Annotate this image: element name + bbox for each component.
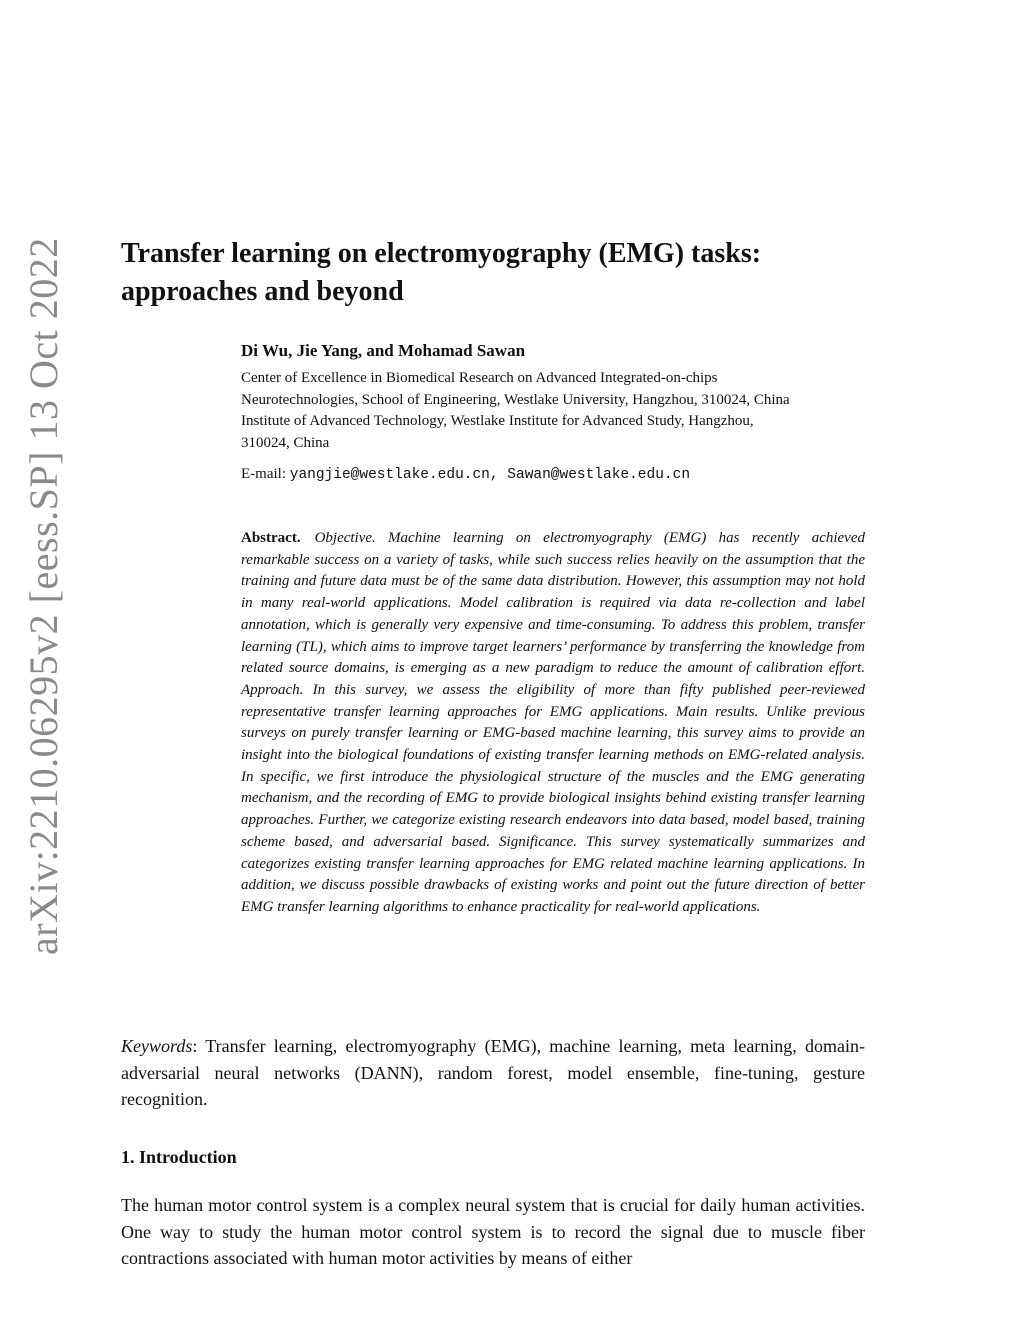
keywords-text: Transfer learning, electromyography (EMG), machine learning, meta learning, domain-adversarial neural networks (DANN), random forest, model ensemble, fine-tuning, gesture recognition. [121, 1036, 865, 1109]
abstract-text: Objective. Machine learning on electromyography (EMG) has recently achieved remarkable success on a variety of tasks, while such success relies heavily on the assumption that the training and future data must be of the same data distribution. However, this assumption may not hold in many real-world applications. Model calibration is required via data re-collection and label annotation, which is generally very expensive and time-consuming. To address this problem, transfer learning (TL), which aims to improve target learners’ performance by transferring the knowledge from related source domains, is emerging as a new paradigm to reduce the amount of calibration effort. Approach. In this survey, we assess the eligibility of more than fifty published peer-reviewed representative transfer learning approaches for EMG applications. Main results. Unlike previous surveys on purely transfer learning or EMG-based machine learning, this survey aims to provide an insight into the biological foundations of existing transfer learning methods on EMG-related analysis. In specific, we first introduce the physiological structure of the muscles and the EMG generating mechanism, and the recording of EMG to provide biological insights behind existing transfer learning approaches. Further, we categorize existing research endeavors into data based, model based, training scheme based, and adversarial based. Significance. This survey systematically summarizes and categorizes existing transfer learning approaches for EMG related machine learning applications. In addition, we discuss possible drawbacks of existing works and point out the future direction of better EMG transfer learning algorithms to enhance practicality for real-world applications. [241, 530, 865, 915]
affiliation [241, 368, 881, 454]
title-line-2: approaches and beyond [121, 276, 404, 307]
introduction-paragraph: The human motor control system is a complex neural system that is crucial for daily human activities. One way to study the human motor control system is to record the signal due to muscle fiber contractions associated with human motor activities by means of either [121, 1195, 865, 1268]
keywords-colon: : [192, 1036, 206, 1056]
keywords [121, 1033, 865, 1113]
section-heading: 1. Introduction [121, 1147, 237, 1167]
affiliation-line: Center of Excellence in Biomedical Research on Advanced Integrated-on-chips [241, 370, 718, 386]
author-block [241, 340, 881, 485]
email-line [241, 464, 881, 485]
author-list: Di Wu, Jie Yang, and Mohamad Sawan [241, 341, 526, 360]
paper-title [121, 235, 901, 311]
affiliation-line: Neurotechnologies, School of Engineering, Westlake University, Hangzhou, 310024, China [241, 391, 790, 408]
arxiv-side-stamp: arXiv:2210.06295v2 [eess.SP] 13 Oct 2022 [21, 237, 66, 955]
email-addresses[interactable]: yangjie@westlake.edu.cn, Sawan@westlake.edu.cn [289, 467, 691, 484]
abstract [241, 528, 865, 919]
title-line-1: Transfer learning on electromyography (EMG) tasks: [121, 238, 762, 269]
email-label: E-mail: [241, 466, 286, 483]
keywords-label: Keywords [121, 1036, 193, 1056]
affiliation-line: Institute of Advanced Technology, Westlake Institute for Advanced Study, Hangzhou, [241, 413, 754, 430]
abstract-label: Abstract. [241, 530, 301, 546]
affiliation-line: 310024, China [241, 434, 330, 451]
